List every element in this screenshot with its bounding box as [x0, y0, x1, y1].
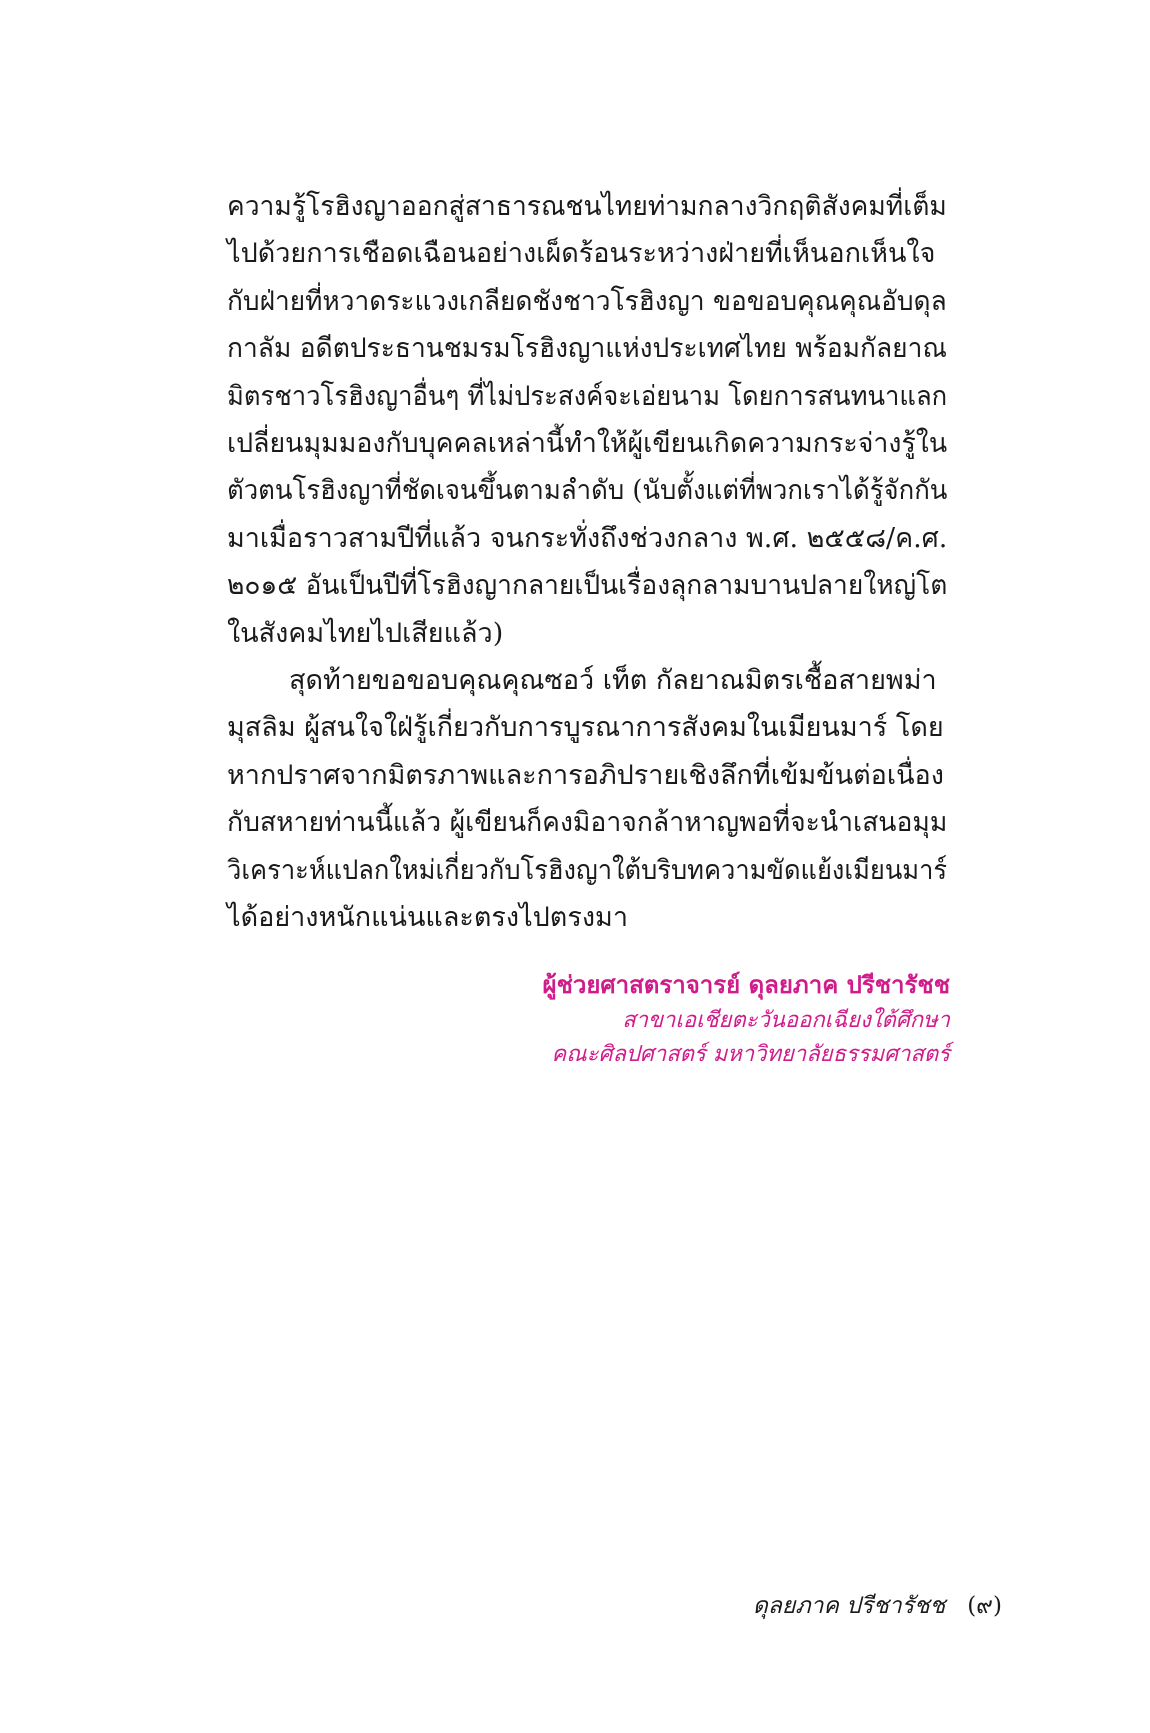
author-faculty: คณะศิลปศาสตร์ มหาวิทยาลัยธรรมศาสตร์	[551, 1042, 950, 1067]
page-footer	[753, 1588, 1002, 1624]
text-line: มาเมื่อราวสามปีที่แล้ว จนกระทั่งถึงช่วงกลาง พ.ศ. ๒๕๕๘/ค.ศ.	[227, 522, 948, 554]
author-name: ผู้ช่วยศาสตราจารย์ ดุลยภาค ปรีชารัชช	[542, 970, 950, 999]
text-line: วิเคราะห์แปลกใหม่เกี่ยวกับโรฮิงญาใต้บริบทความขัดแย้งเมียนมาร์	[227, 854, 948, 886]
text-line: ได้อย่างหนักแน่นและตรงไปตรงมา	[227, 902, 628, 934]
text-line: ตัวตนโรฮิงญาที่ชัดเจนขึ้นตามลำดับ (นับตั้งแต่ที่พวกเราได้รู้จักกัน	[227, 475, 948, 507]
running-head: ดุลยภาค ปรีชารัชช	[752, 1593, 946, 1619]
text-line: หากปราศจากมิตรภาพและการอภิปรายเชิงลึกที่เข้มข้นต่อเนื่อง	[227, 759, 944, 791]
text-line: กาลัม อดีตประธานชมรมโรฮิงญาแห่งประเทศไทย พร้อมกัลยาณ	[227, 333, 947, 365]
text-line: กับสหายท่านนี้แล้ว ผู้เขียนก็คงมิอาจกล้าหาญพอที่จะนำเสนอมุม	[227, 807, 948, 839]
author-department: สาขาเอเชียตะวันออกเฉียงใต้ศึกษา	[622, 1008, 950, 1033]
text-line: เปลี่ยนมุมมองกับบุคคลเหล่านี้ทำให้ผู้เขียนเกิดความกระจ่างรู้ใน	[227, 428, 948, 460]
paragraph-start-line: สุดท้ายขอขอบคุณคุณซอว์ เท็ต กัลยาณมิตรเชื้อสายพม่า	[289, 665, 937, 697]
text-line: ไปด้วยการเชือดเฉือนอย่างเผ็ดร้อนระหว่างฝ่ายที่เห็นอกเห็นใจ	[227, 238, 936, 270]
page-number: (๙)	[967, 1593, 1002, 1619]
text-line: มิตรชาวโรฮิงญาอื่นๆ ที่ไม่ประสงค์จะเอ่ยนาม โดยการสนทนาแลก	[227, 380, 948, 412]
signature-block	[543, 966, 950, 1072]
text-line: กับฝ่ายที่หวาดระแวงเกลียดชังชาวโรฮิงญา ขอขอบคุณคุณอับดุล	[227, 285, 947, 317]
text-line: ในสังคมไทยไปเสียแล้ว)	[227, 617, 504, 649]
text-line: มุสลิม ผู้สนใจใฝ่รู้เกี่ยวกับการบูรณาการสังคมในเมียนมาร์ โดย	[227, 712, 944, 744]
body-text	[227, 183, 947, 942]
text-line: ความรู้โรฮิงญาออกสู่สาธารณชนไทยท่ามกลางวิกฤติสังคมที่เต็ม	[227, 191, 947, 222]
text-line: ๒๐๑๕ อันเป็นปีที่โรฮิงญากลายเป็นเรื่องลุกลามบานปลายใหญ่โต	[227, 570, 948, 602]
